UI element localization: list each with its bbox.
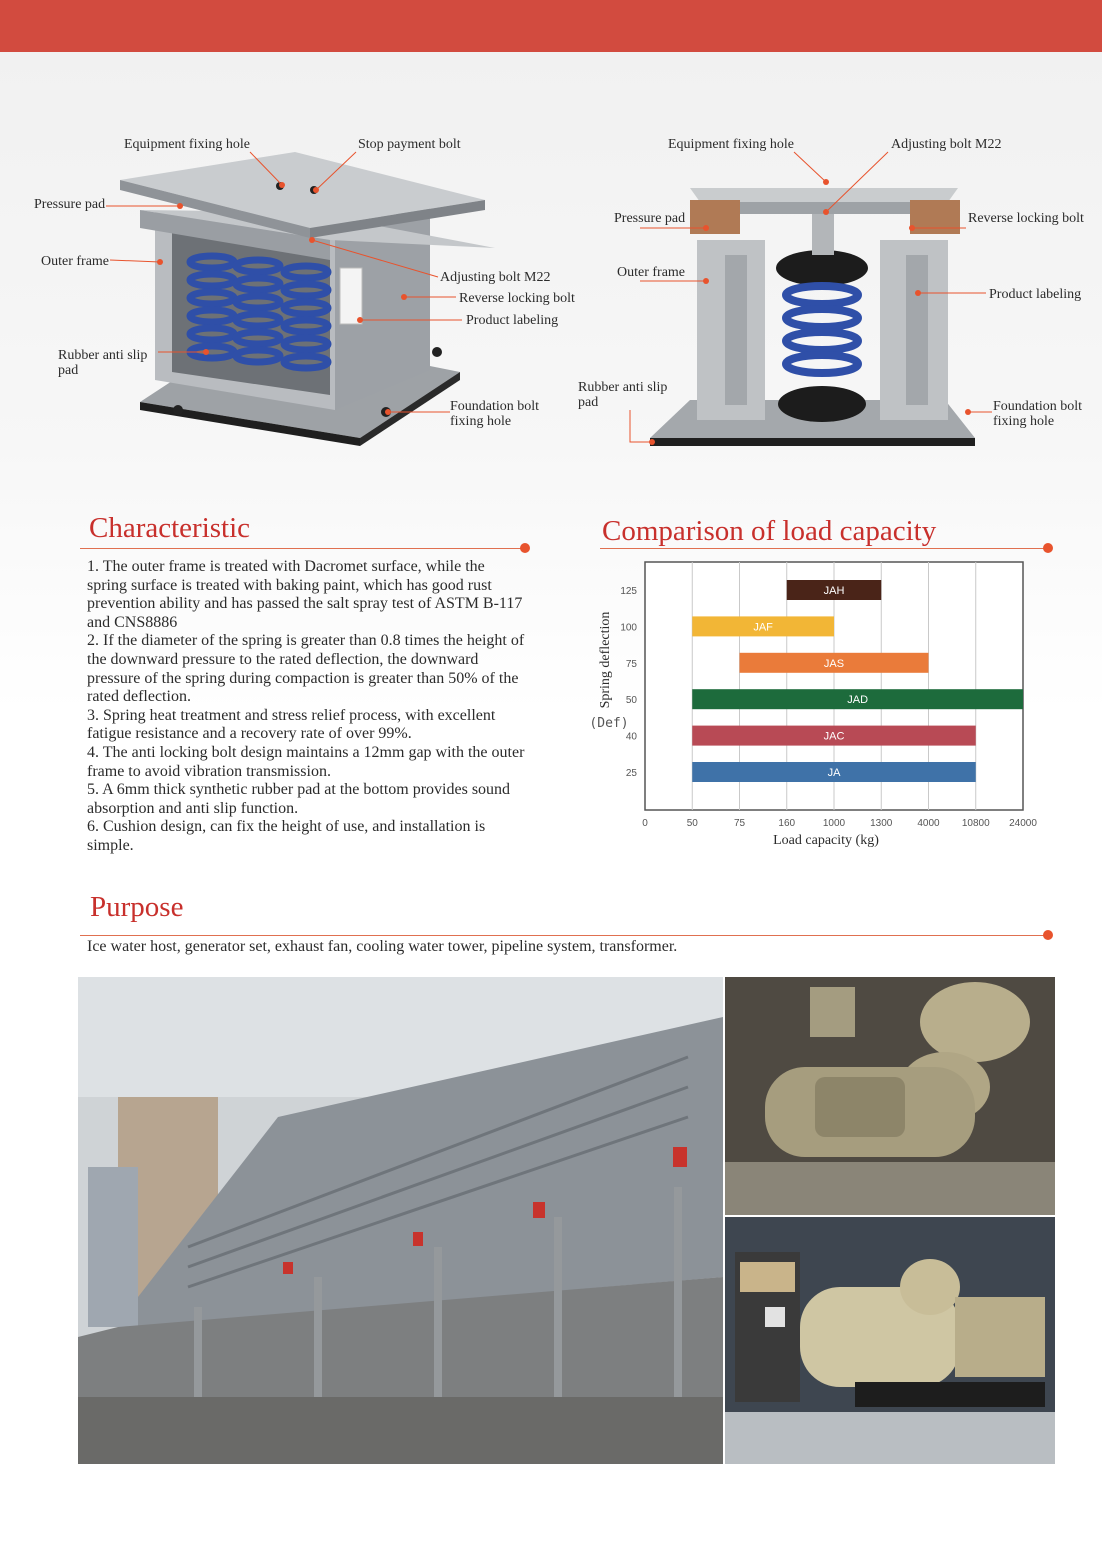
characteristic-item: 6. Cushion design, can fix the height of use, and installation is simple. <box>87 818 486 854</box>
chart-x-tick-label: 75 <box>733 818 746 829</box>
chart-x-tick-label: 4000 <box>917 818 940 829</box>
comparison-rule-dot <box>1043 543 1053 553</box>
label-r-foundation-bolt <box>993 399 1082 429</box>
label-foundation-line1: Foundation bolt <box>450 399 540 414</box>
chart-y-tick-label: 125 <box>620 586 637 597</box>
chart-bar-label: JAS <box>823 657 845 670</box>
characteristic-item: 5. A 6mm thick synthetic rubber pad at the bottom provides sound absorption and anti slip function. <box>87 781 511 817</box>
characteristic-item: 3. Spring heat treatment and stress relief process, with excellent fatigue resistance and a recovery rate of over 99%. <box>87 706 496 743</box>
chart-y-axis-unit: (Def) <box>589 716 629 731</box>
label-r-pressure-pad: Pressure pad <box>614 211 686 226</box>
label-foundation-line2: fixing hole <box>450 414 512 429</box>
label-equipment-fixing-hole: Equipment fixing hole <box>124 137 250 152</box>
label-adjusting-bolt: Adjusting bolt M22 <box>440 270 551 285</box>
chart-bar-label: JA <box>827 767 841 779</box>
characteristic-rule <box>80 548 525 549</box>
chart-x-tick-label: 160 <box>778 818 796 829</box>
generator-photo <box>725 1217 1055 1464</box>
chart-bar-label: JAH <box>823 585 845 597</box>
label-r-rubber-pad <box>578 380 667 410</box>
cooling-tower-photo <box>78 977 723 1464</box>
characteristic-item: 4. The anti locking bolt design maintains a 12mm gap with the outer frame to avoid vibration transmission. <box>87 743 525 780</box>
right-isolator-diagram <box>560 52 1102 512</box>
chart-bar-label: JAC <box>823 730 845 743</box>
chiller-photo <box>725 977 1055 1215</box>
chart-x-tick-label: 0 <box>642 818 648 829</box>
chart-x-tick-label: 10800 <box>961 818 990 829</box>
label-product-labeling: Product labeling <box>466 313 559 328</box>
purpose-title: Purpose <box>90 891 184 923</box>
header-bar <box>0 0 1102 52</box>
label-r-equipment-fixing-hole: Equipment fixing hole <box>668 137 794 152</box>
label-rubber-pad-line1: Rubber anti slip <box>58 348 148 363</box>
label-r-rubber-pad-line2: pad <box>578 395 599 410</box>
chart-x-tick-label: 1300 <box>870 818 893 829</box>
chart-x-axis-title: Load capacity (kg) <box>773 833 879 848</box>
characteristic-rule-dot <box>520 543 530 553</box>
chart-x-tick-label: 24000 <box>1009 818 1037 829</box>
label-r-foundation-line1: Foundation bolt <box>993 399 1083 414</box>
chart-y-ticks <box>620 586 637 779</box>
chart-y-tick-label: 40 <box>625 731 637 743</box>
chart-y-axis-title: Spring deflection <box>598 611 613 709</box>
chart-y-tick-label: 50 <box>625 695 637 707</box>
chart-x-tick-label: 1000 <box>822 818 846 829</box>
purpose-rule <box>80 935 1047 936</box>
chart-x-tick-label: 50 <box>686 818 698 829</box>
comparison-rule <box>600 548 1047 549</box>
characteristic-item: 2. If the diameter of the spring is greater than 0.8 times the height of the downward pressure to the rated deflection, the downward pressure of the spring during compaction is greater than 50% of the rated deflection. <box>87 632 525 706</box>
load-capacity-chart <box>580 555 1060 855</box>
characteristic-item: 1. The outer frame is treated with Dacromet surface, while the spring surface is treated with baking paint, which has good rust prevention ability and has passed the salt spray test of ASTM B-117 and CNS8886 <box>87 558 523 631</box>
label-rubber-pad <box>58 348 147 378</box>
label-r-adjusting-bolt: Adjusting bolt M22 <box>891 137 1002 152</box>
chart-bar-label: JAD <box>847 694 869 707</box>
chart-x-ticks <box>642 818 1037 829</box>
chart-y-tick-label: 25 <box>625 768 637 779</box>
purpose-rule-dot <box>1043 930 1053 940</box>
label-foundation-bolt <box>450 399 539 429</box>
label-pressure-pad: Pressure pad <box>34 197 106 212</box>
label-r-reverse-locking-bolt: Reverse locking bolt <box>968 211 1084 226</box>
label-rubber-pad-line2: pad <box>58 363 79 378</box>
chart-y-tick-label: 75 <box>625 658 637 670</box>
label-r-foundation-line2: fixing hole <box>993 414 1055 429</box>
label-r-product-labeling: Product labeling <box>989 287 1082 302</box>
chart-y-tick-label: 100 <box>620 622 637 634</box>
chart-bar-label: JAF <box>753 621 773 634</box>
label-reverse-locking-bolt: Reverse locking bolt <box>459 291 575 306</box>
label-r-outer-frame: Outer frame <box>617 265 686 280</box>
characteristic-title: Characteristic <box>89 512 251 544</box>
label-outer-frame: Outer frame <box>41 254 110 269</box>
characteristic-list <box>87 558 527 856</box>
purpose-text: Ice water host, generator set, exhaust fan, cooling water tower, pipeline system, transformer. <box>87 938 678 955</box>
comparison-title: Comparison of load capacity <box>602 515 937 547</box>
label-r-rubber-pad-line1: Rubber anti slip <box>578 380 668 395</box>
label-stop-payment-bolt: Stop payment bolt <box>358 137 461 152</box>
